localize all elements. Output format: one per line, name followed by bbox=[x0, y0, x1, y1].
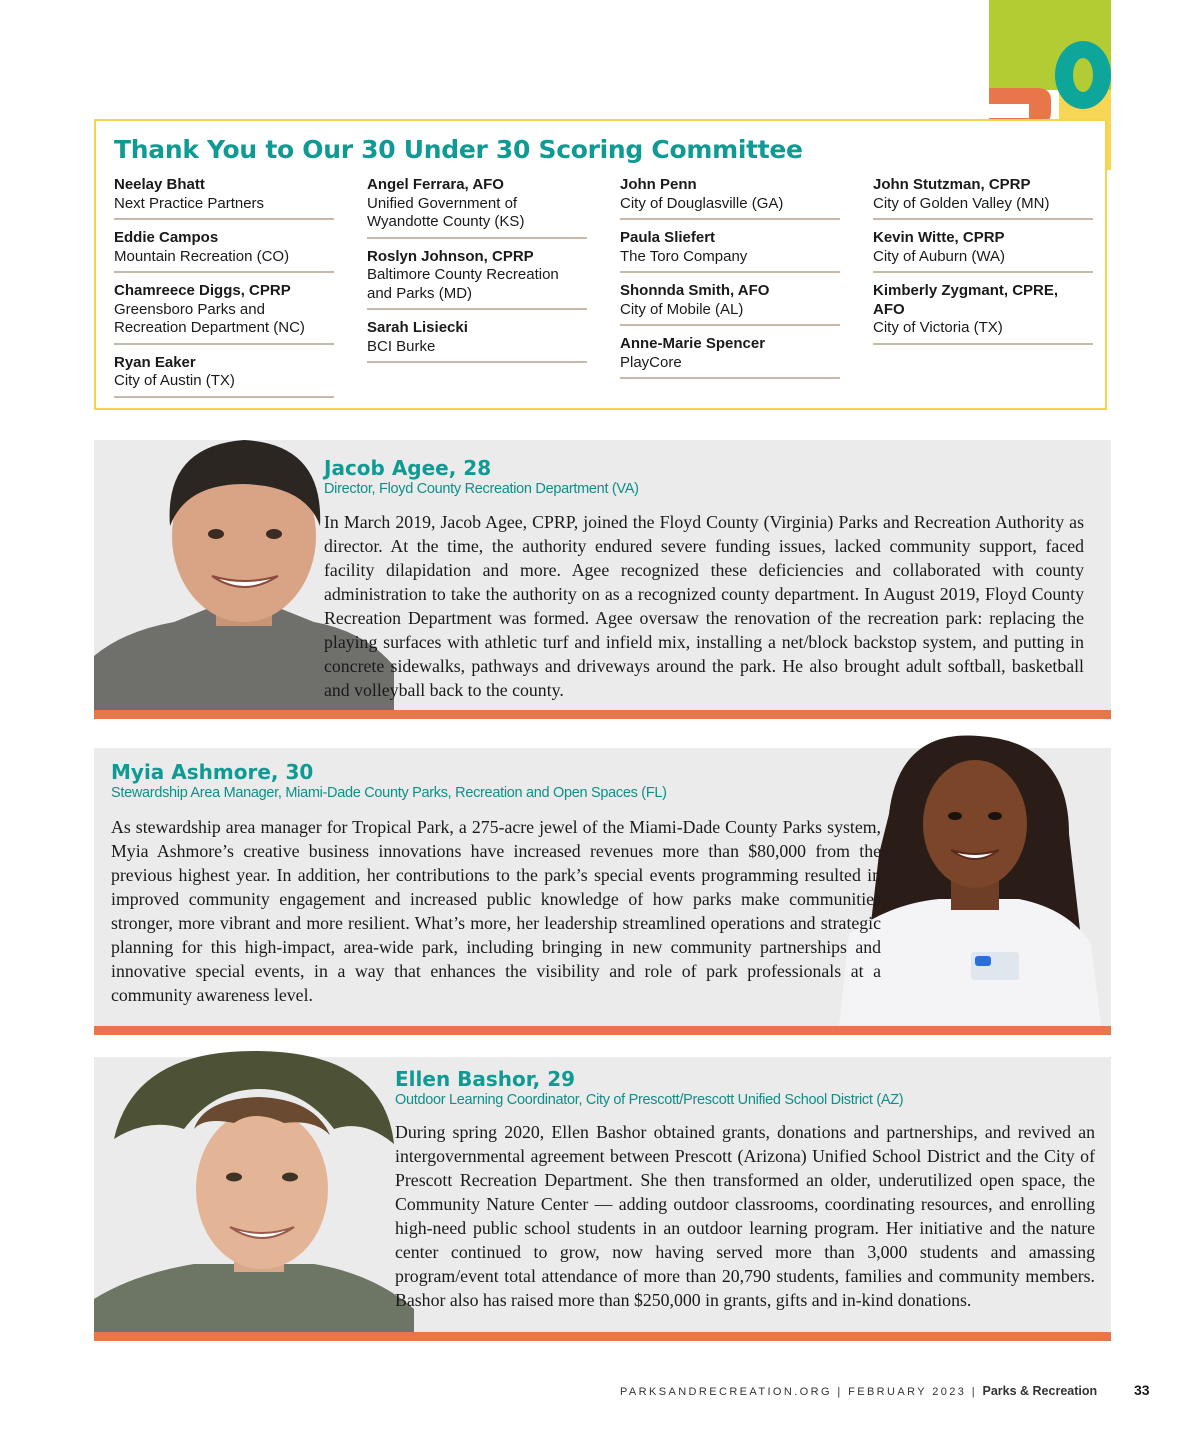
committee-column-2 bbox=[367, 176, 587, 372]
member-org: City of Austin (TX) bbox=[114, 372, 235, 389]
member-org: City of Victoria (TX) bbox=[873, 319, 1003, 336]
member-org: Greensboro Parks and Recreation Department (NC) bbox=[114, 300, 305, 336]
person-role: Director, Floyd County Recreation Department (VA) bbox=[324, 481, 639, 497]
member-name: Kimberly Zygmant, CPRE, AFO bbox=[873, 282, 1059, 318]
profile-panel-ashmore bbox=[94, 748, 1111, 1035]
person-bio: As stewardship area manager for Tropical Park, a 275-acre jewel of the Miami-Dade County Parks system, Myia Ashmore’s creative business innovations have increased revenues more than $80,000 from the previous highest year. In addition, her contributions to the park’s special events programming resulted in improved community engagement and increased public knowledge of how parks make communities stronger, more vibrant and more resilient. What’s more, her leadership streamlined operations and strategic planning for this high-impact, area-wide park, including bringing in new community partnerships and innovative special events, in a way that enhances the visibility and role of park professionals at a community awareness level. bbox=[111, 817, 881, 1005]
committee-member bbox=[620, 335, 840, 379]
footer-site: PARKSANDRECREATION.ORG | FEBRUARY 2023 | bbox=[620, 1386, 978, 1398]
member-org: City of Mobile (AL) bbox=[620, 300, 744, 318]
accent-bar bbox=[94, 1026, 1111, 1035]
person-bio: In March 2019, Jacob Agee, CPRP, joined the Floyd County (Virginia) Parks and Recreation Authority as director. At the time, the authority endured severe funding issues, lacked community support, faced facility dilapidation and more. Agee recognized these deficiencies and collaborated with county administration to take the authority on as a recognized county department. In August 2019, Floyd County Recreation Department was formed. Agee oversaw the renovation of the recreation park: replacing the playing surfaces with athletic turf and infield mix, installing a net/block backstop system, and putting in concrete sidewalks, pathways and driveways around the park. He also brought adult softball, basketball and volleyball back to the county. bbox=[324, 512, 1084, 700]
committee-member bbox=[620, 282, 840, 326]
member-name: Roslyn Johnson, CPRP bbox=[367, 247, 534, 265]
member-org: PlayCore bbox=[620, 353, 682, 371]
committee-column-1 bbox=[114, 176, 334, 407]
committee-column-4 bbox=[873, 176, 1093, 354]
committee-member bbox=[873, 176, 1093, 220]
page-footer bbox=[620, 1384, 1160, 1398]
committee-member bbox=[873, 282, 1093, 345]
member-org: Mountain Recreation (CO) bbox=[114, 247, 290, 265]
person-name: Ellen Bashor, 29 bbox=[395, 1067, 576, 1091]
footer-magazine: Parks & Recreation bbox=[982, 1384, 1098, 1398]
member-name: Ryan Eaker bbox=[114, 353, 196, 371]
member-name: Eddie Campos bbox=[114, 229, 219, 246]
person-role: Outdoor Learning Coordinator, City of Prescott/Prescott Unified School District (AZ) bbox=[395, 1092, 904, 1108]
person-photo bbox=[94, 1049, 414, 1341]
member-org: Baltimore County Recreation and Parks (MD) bbox=[367, 266, 559, 302]
member-name: Paula Sliefert bbox=[620, 229, 716, 246]
member-org: BCI Burke bbox=[367, 337, 436, 355]
member-name: Kevin Witte, CPRP bbox=[873, 229, 1005, 246]
member-org: City of Auburn (WA) bbox=[873, 247, 1005, 265]
accent-bar bbox=[94, 710, 1111, 719]
member-name: Sarah Lisiecki bbox=[367, 319, 468, 336]
profile-panel-agee bbox=[94, 440, 1111, 719]
committee-title: Thank You to Our 30 Under 30 Scoring Committee bbox=[114, 135, 803, 164]
person-name: Myia Ashmore, 30 bbox=[111, 760, 314, 784]
committee-member bbox=[114, 176, 334, 220]
member-name: Neelay Bhatt bbox=[114, 176, 205, 193]
member-name: Shonnda Smith, AFO bbox=[620, 282, 770, 299]
person-bio: During spring 2020, Ellen Bashor obtained grants, donations and partnerships, and revived an intergovernmental agreement between Prescott (Arizona) Unified School District and the City of Prescott Recreation Department. She then transformed an older, underutilized open space, the Community Nature Center — adding outdoor classrooms, coordinating resources, and enrolling high-need public school students in an outdoor learning program. Her initiative and the nature center continued to grow, now having served more than 3,000 students and amassing program/event total attendance of more than 20,790 students, families and community members. Bashor also has raised more than $250,000 in grants, gifts and in-kind donations. bbox=[395, 1122, 1095, 1310]
committee-member bbox=[367, 248, 587, 311]
member-name: John Stutzman, CPRP bbox=[873, 176, 1031, 193]
member-name: John Penn bbox=[620, 176, 697, 193]
scoring-committee-box bbox=[94, 119, 1107, 410]
committee-member bbox=[114, 229, 334, 273]
committee-member bbox=[620, 176, 840, 220]
accent-bar bbox=[94, 1332, 1111, 1341]
committee-member bbox=[114, 354, 334, 398]
member-org: The Toro Company bbox=[620, 247, 748, 265]
member-name: Chamreece Diggs, CPRP bbox=[114, 282, 291, 299]
committee-member bbox=[114, 282, 334, 345]
person-role: Stewardship Area Manager, Miami-Dade County Parks, Recreation and Open Spaces (FL) bbox=[111, 785, 667, 801]
member-org: Next Practice Partners bbox=[114, 194, 265, 212]
committee-member bbox=[367, 319, 587, 363]
committee-member bbox=[873, 229, 1093, 273]
member-org: Unified Government of Wyandotte County (KS) bbox=[367, 194, 525, 230]
committee-member bbox=[620, 229, 840, 273]
profile-panel-bashor bbox=[94, 1057, 1111, 1341]
member-org: City of Douglasville (GA) bbox=[620, 194, 784, 212]
person-name: Jacob Agee, 28 bbox=[324, 456, 492, 480]
committee-member bbox=[367, 176, 587, 239]
committee-column-3 bbox=[620, 176, 840, 388]
member-org: City of Golden Valley (MN) bbox=[873, 194, 1050, 212]
member-name: Angel Ferrara, AFO bbox=[367, 176, 504, 193]
page-number: 33 bbox=[1134, 1382, 1150, 1398]
member-name: Anne-Marie Spencer bbox=[620, 335, 766, 352]
